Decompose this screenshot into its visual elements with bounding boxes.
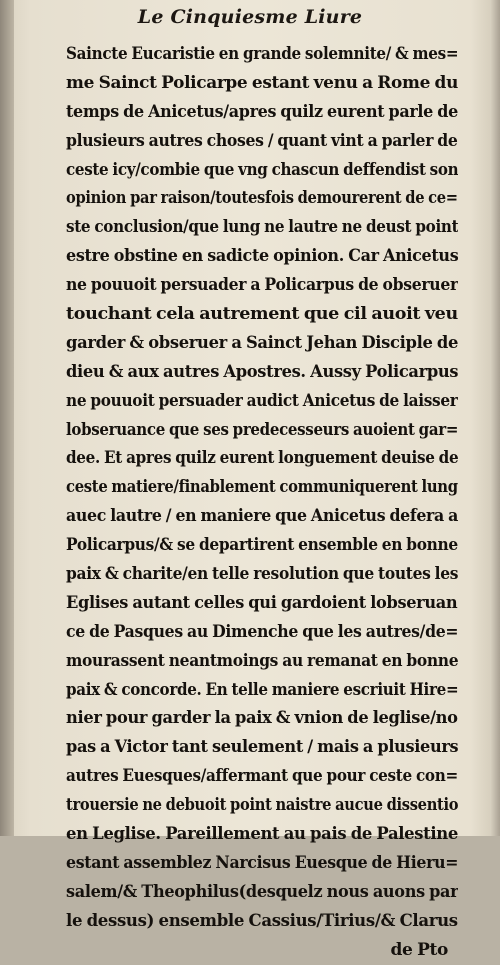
text-line: pas a Victor tant seulement / mais a plusieurs <box>66 737 458 758</box>
body-text <box>66 40 458 965</box>
text-line: Eglises autant celles qui gardoient lobseruan <box>66 592 458 613</box>
text-line: nier pour garder la paix & vnion de leglise/no <box>66 708 458 729</box>
text-line: paix & charite/en telle resolution que toutes les <box>66 564 459 585</box>
text-line: Saincte Eucaristie en grande solemnite/ & mes= <box>66 44 459 64</box>
text-line: dee. Et apres quilz eurent longuement deuise de <box>66 448 459 469</box>
text-line: de Pto <box>390 939 448 960</box>
text-line: garder & obseruer a Sainct Jehan Disciple de <box>66 332 459 353</box>
text-line: lobseruance que ses predecesseurs auoient gar= <box>66 419 459 440</box>
text-line: trouersie ne debuoit point naistre aucue dissentio <box>66 795 459 816</box>
text-line: le dessus) ensemble Cassius/Tirius/& Clarus <box>66 910 458 931</box>
text-line: ceste icy/combie que vng chascun deffendist son <box>66 159 459 180</box>
running-head: Le Cinquiesme Liure <box>137 6 363 28</box>
text-line: temps de Anicetus/apres quilz eurent parle de <box>66 101 458 122</box>
binding-gutter <box>0 0 14 836</box>
text-line: ceste matiere/finablement communiquerent lung <box>66 477 458 498</box>
text-line: ste conclusion/que lung ne lautre ne deust point <box>66 217 459 238</box>
text-line: estant assemblez Narcisus Euesque de Hieru= <box>66 852 459 873</box>
text-line: en Leglise. Pareillement au pais de Palestine <box>66 824 459 845</box>
text-line: plusieurs autres choses / quant vint a parler de <box>66 130 458 151</box>
text-line: touchant cela autrement que cil auoit veu <box>66 304 458 325</box>
text-line: estre obstine en sadicte opinion. Car Anicetus <box>66 246 458 267</box>
text-line: opinion par raison/toutesfois demourerent de ce= <box>66 188 458 209</box>
text-line: salem/& Theophilus(desquelz nous auons par <box>66 881 459 902</box>
text-line: me Sainct Policarpe estant venu a Rome du <box>66 72 458 93</box>
text-line: dieu & aux autres Apostres. Aussy Policarpus <box>66 361 458 382</box>
text-line: paix & concorde. En telle maniere escriuit Hire= <box>66 679 459 700</box>
text-line: auec lautre / en maniere que Anicetus defera a <box>66 506 459 527</box>
text-line: Policarpus/& se departirent ensemble en bonne <box>66 535 458 556</box>
text-line: ne pouuoit persuader audict Anicetus de laisser <box>66 390 458 411</box>
text-line: ne pouuoit persuader a Policarpus de obseruer <box>66 275 458 296</box>
page-edge <box>490 0 500 836</box>
text-line: mourassent neantmoings au remanat en bonne <box>66 650 459 671</box>
text-line: autres Euesques/affermant que pour ceste con= <box>66 766 458 787</box>
text-line: ce de Pasques au Dimenche que les autres/de= <box>66 621 458 642</box>
